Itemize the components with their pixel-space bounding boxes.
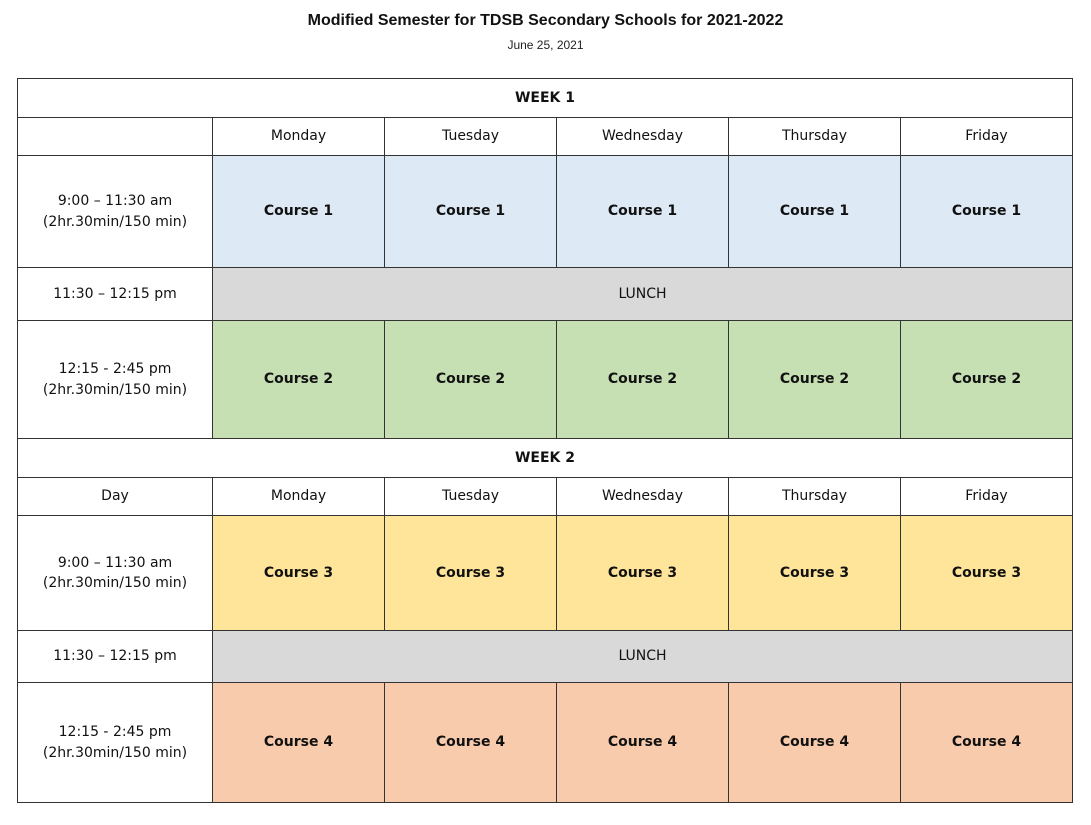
week1-monday-afternoon-course: Course 2 xyxy=(213,321,385,439)
week2-afternoon-time-cell xyxy=(18,683,213,803)
week2-lunch-time: 11:30 – 12:15 pm xyxy=(18,631,213,683)
week1-wednesday-course: Course 1 xyxy=(557,156,729,268)
week2-afternoon-time: 12:15 - 2:45 pm xyxy=(58,724,172,741)
week2-friday-course: Course 3 xyxy=(901,516,1073,631)
week1-thursday-course: Course 1 xyxy=(729,156,901,268)
week1-monday-course: Course 1 xyxy=(213,156,385,268)
week2-day-tuesday: Tuesday xyxy=(385,478,557,516)
week1-afternoon-time: 12:15 - 2:45 pm xyxy=(58,361,172,378)
week2-wednesday-course: Course 3 xyxy=(557,516,729,631)
week1-heading-row xyxy=(18,79,1073,118)
week1-day-thursday: Thursday xyxy=(729,118,901,156)
week1-friday-course: Course 1 xyxy=(901,156,1073,268)
week2-day-friday: Friday xyxy=(901,478,1073,516)
week1-days-row xyxy=(18,118,1073,156)
week2-morning-duration: (2hr.30min/150 min) xyxy=(42,575,188,591)
week2-heading-row xyxy=(18,439,1073,478)
week2-afternoon-duration: (2hr.30min/150 min) xyxy=(42,744,188,761)
week2-friday-afternoon-course: Course 4 xyxy=(901,683,1073,803)
week2-monday-afternoon-course: Course 4 xyxy=(213,683,385,803)
week1-morning-row xyxy=(18,156,1073,268)
week1-tuesday-course: Course 1 xyxy=(385,156,557,268)
week2-tuesday-afternoon-course: Course 4 xyxy=(385,683,557,803)
week1-morning-duration: (2hr.30min/150 min) xyxy=(42,213,188,230)
document-date: June 25, 2021 xyxy=(507,38,584,52)
week1-lunch-time: 11:30 – 12:15 pm xyxy=(18,268,213,321)
week2-lunch-row xyxy=(18,631,1073,683)
week1-afternoon-time-cell xyxy=(18,321,213,439)
week2-day-thursday: Thursday xyxy=(729,478,901,516)
week1-tuesday-afternoon-course: Course 2 xyxy=(385,321,557,439)
week1-corner-cell xyxy=(18,118,213,156)
week2-morning-time-cell xyxy=(18,516,213,631)
week1-day-tuesday: Tuesday xyxy=(385,118,557,156)
week2-wednesday-afternoon-course: Course 4 xyxy=(557,683,729,803)
week2-morning-row xyxy=(18,516,1073,631)
week1-morning-time: 9:00 – 11:30 am xyxy=(57,193,173,210)
week1-day-friday: Friday xyxy=(901,118,1073,156)
week2-heading: WEEK 2 xyxy=(18,439,1073,478)
week2-morning-time: 9:00 – 11:30 am xyxy=(57,554,173,571)
week1-lunch-label: LUNCH xyxy=(213,268,1073,321)
week1-thursday-afternoon-course: Course 2 xyxy=(729,321,901,439)
week1-afternoon-duration: (2hr.30min/150 min) xyxy=(42,381,188,398)
week2-lunch-label: LUNCH xyxy=(213,631,1073,683)
week1-friday-afternoon-course: Course 2 xyxy=(901,321,1073,439)
week1-day-wednesday: Wednesday xyxy=(557,118,729,156)
week2-corner-cell: Day xyxy=(18,478,213,516)
week1-heading: WEEK 1 xyxy=(18,79,1073,118)
week1-day-monday: Monday xyxy=(213,118,385,156)
week2-thursday-afternoon-course: Course 4 xyxy=(729,683,901,803)
week1-afternoon-row xyxy=(18,321,1073,439)
week2-thursday-course: Course 3 xyxy=(729,516,901,631)
week2-day-wednesday: Wednesday xyxy=(557,478,729,516)
week2-days-row xyxy=(18,478,1073,516)
schedule-table xyxy=(17,78,1073,803)
week2-day-monday: Monday xyxy=(213,478,385,516)
week1-lunch-row xyxy=(18,268,1073,321)
week2-tuesday-course: Course 3 xyxy=(385,516,557,631)
week2-monday-course: Course 3 xyxy=(213,516,385,631)
week1-morning-time-cell xyxy=(18,156,213,268)
week1-wednesday-afternoon-course: Course 2 xyxy=(557,321,729,439)
week2-afternoon-row xyxy=(18,683,1073,803)
document-title: Modified Semester for TDSB Secondary Schools for 2021-2022 xyxy=(307,12,784,29)
